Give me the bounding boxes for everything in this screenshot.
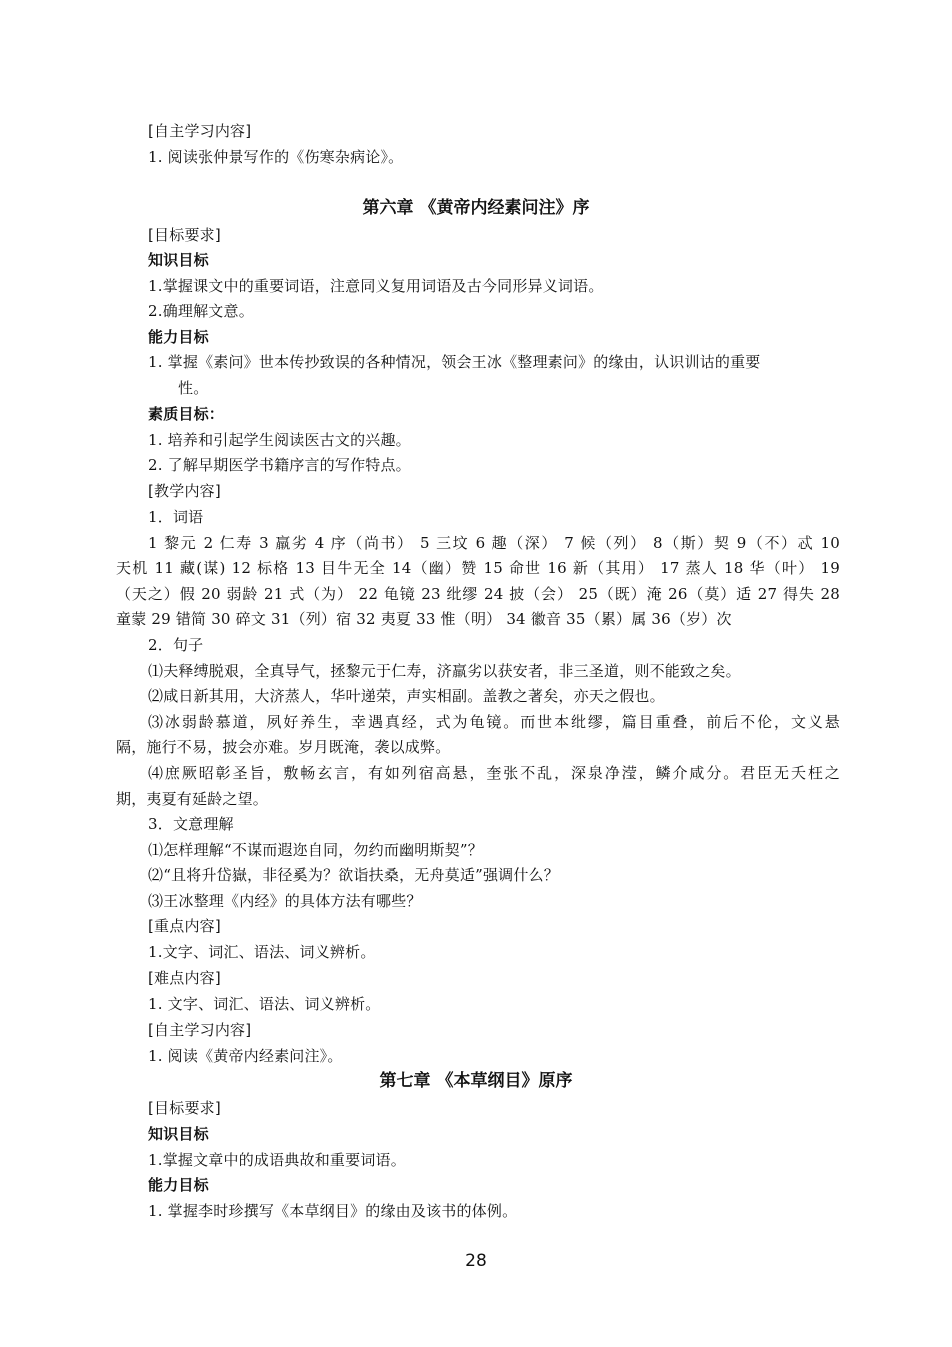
ch6-key-label: [重点内容]	[148, 917, 221, 935]
ch6-knowledge-2: 2.确理解文意。	[148, 302, 254, 320]
ch6-words-line-3: （天之）假 20 弱龄 21 式（为） 22 龟镜 23 纰缪 24 披（会） 25（既）淹 26（莫）适 27 得失 28	[116, 585, 840, 603]
ch6-ability-1b: 性。	[178, 379, 209, 397]
ch7-goals-label: [目标要求]	[148, 1099, 221, 1117]
ch6-knowledge-1: 1.掌握课文中的重要词语，注意同义复用词语及古今同形异义词语。	[148, 277, 604, 295]
chapter-7-title: 第七章 《本草纲目》原序	[379, 1071, 573, 1091]
ch6-sentence-4a: ⑷庶厥昭彰圣旨，敷畅玄言，有如列宿高悬，奎张不乱，深泉净滢，鳞介咸分。君臣无夭枉之	[148, 764, 840, 782]
ch6-words-line-2: 天机 11 藏(谋) 12 标格 13 目牛无全 14（幽）赞 15 命世 16 新（其用） 17 蒸人 18 华（叶） 19	[116, 559, 840, 577]
ch6-knowledge-label: 知识目标	[148, 251, 209, 269]
ch6-self-study-1: 1. 阅读《黄帝内经素问注》。	[148, 1047, 343, 1065]
ch6-self-study-label: [自主学习内容]	[148, 1021, 252, 1039]
ch6-teaching-label: [教学内容]	[148, 482, 221, 500]
prev-self-study-label: [自主学习内容]	[148, 122, 252, 140]
prev-self-study-item: 1. 阅读张仲景写作的《伤寒杂病论》。	[148, 148, 404, 166]
ch6-quality-1: 1. 培养和引起学生阅读医古文的兴趣。	[148, 431, 411, 449]
ch6-difficult-1: 1. 文字、词汇、语法、词义辨析。	[148, 995, 381, 1013]
ch6-sentence-2: ⑵咸日新其用，大济蒸人，华叶递荣，声实相副。盖教之著矣，亦天之假也。	[148, 687, 665, 705]
ch7-knowledge-1: 1.掌握文章中的成语典故和重要词语。	[148, 1151, 406, 1169]
ch6-words-label: 1．词语	[148, 508, 204, 526]
chapter-6-title: 第六章 《黄帝内经素问注》序	[362, 198, 590, 218]
ch6-key-1: 1.文字、词汇、语法、词义辨析。	[148, 943, 376, 961]
page-number: 28	[465, 1251, 487, 1271]
ch6-sentences-label: 2．句子	[148, 636, 204, 654]
ch6-goals-label: [目标要求]	[148, 226, 221, 244]
ch6-meaning-2: ⑵“且将升岱嶽，非径奚为？欲诣扶桑，无舟莫适”强调什么？	[148, 866, 559, 884]
ch6-meaning-label: 3．文意理解	[148, 815, 234, 833]
ch6-sentence-3a: ⑶冰弱龄慕道，夙好养生，幸遇真经，式为龟镜。而世本纰缪，篇目重叠，前后不伦，文义悬	[148, 713, 840, 731]
ch7-knowledge-label: 知识目标	[148, 1125, 209, 1143]
ch6-ability-label: 能力目标	[148, 328, 209, 346]
ch6-words-line-4: 童蒙 29 错简 30 碎文 31（列）宿 32 夷夏 33 惟（明） 34 徽音 35（累）属 36（岁）次	[116, 610, 732, 628]
ch6-quality-2: 2. 了解早期医学书籍序言的写作特点。	[148, 456, 411, 474]
ch6-sentence-4b: 期，夷夏有延龄之望。	[116, 790, 269, 808]
ch7-ability-1: 1. 掌握李时珍撰写《本草纲目》的缘由及该书的体例。	[148, 1202, 518, 1220]
ch6-ability-1a: 1. 掌握《素问》世本传抄致误的各种情况，领会王冰《整理素问》的缘由，认识训诂的重要	[148, 353, 761, 371]
ch6-difficult-label: [难点内容]	[148, 969, 221, 987]
ch6-sentence-3b: 隔，施行不易，披会亦难。岁月既淹，袭以成弊。	[116, 738, 451, 756]
ch6-quality-label: 素质目标：	[148, 405, 225, 423]
ch6-meaning-3: ⑶王冰整理《内经》的具体方法有哪些？	[148, 892, 422, 910]
ch6-meaning-1: ⑴怎样理解“不谋而遐迩自同，勿约而幽明斯契”？	[148, 841, 483, 859]
ch7-ability-label: 能力目标	[148, 1176, 209, 1194]
ch6-words-line-1: 1 黎元 2 仁寿 3 羸劣 4 序（尚书） 5 三坟 6 趣（深） 7 候（列） 8（斯）契 9（不）忒 10	[148, 534, 840, 552]
ch6-sentence-1: ⑴夫释缚脱艰，全真导气，拯黎元于仁寿，济羸劣以获安者，非三圣道，则不能致之矣。	[148, 662, 741, 680]
